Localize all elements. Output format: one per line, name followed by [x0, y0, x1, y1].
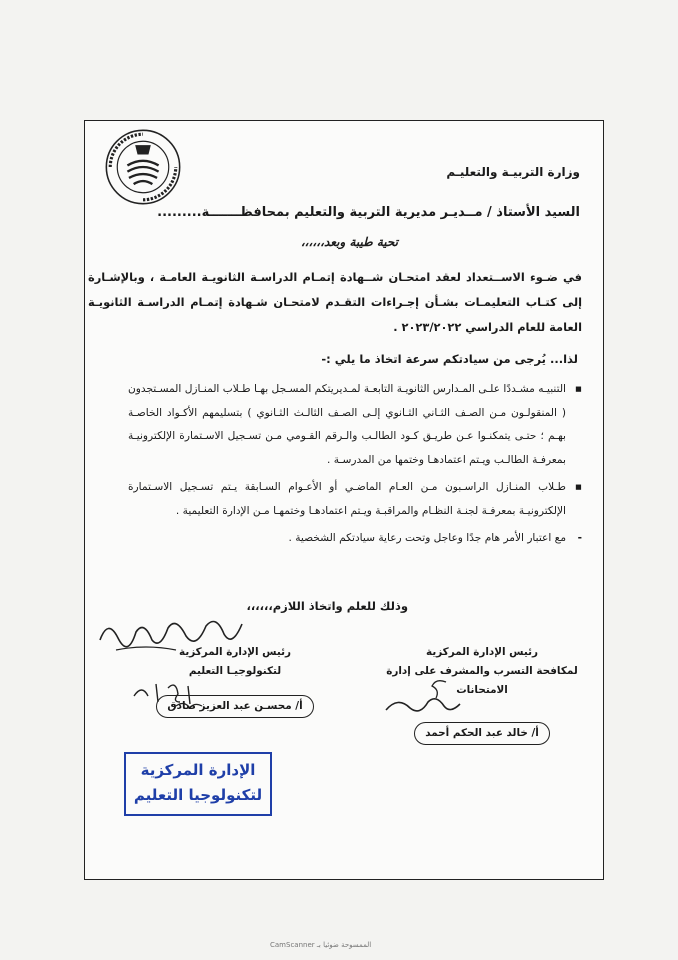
signature-department: لمكافحة التسرب والمشرف على إدارة الامتحانات [386, 665, 578, 696]
bullet-marker: ▪ [574, 481, 582, 493]
signature-title: رئيس الإدارة المركزية [426, 646, 538, 658]
scanner-watermark: CamScanner الممسوحة ضوئيا بـ [270, 941, 372, 949]
list-item [128, 476, 582, 523]
signature-department: لتكنولوجيـا التعليم [188, 665, 282, 677]
ministry-seal-logo [104, 128, 182, 206]
official-stamp [124, 752, 272, 816]
signature-title: رئيس الإدارة المركزية [179, 646, 291, 658]
bullet-marker: ▪ [574, 383, 582, 395]
list-item-text: طـلاب المنـازل الراسـبون مـن العـام الماضـي أو الأعـوام السـابقة يـتم تسـجيل الاسـتمارة الإلكترونيـة بمعرفـة لجنـة النظـام والمراقبـة ويـتم اعتمادهـا وختمهـا مـن الإدارة التعليمية . [128, 481, 566, 517]
list-item-text: التنبيـه مشـددًا علـى المـدارس الثانويـة التابعـة لمـديريتكم المسـجل بهـا طـلاب المنـازل المسـتجدون ( المنقولـون مـن الصـف الثـاني الثـانوي إلـى الصـف الثالـث الثـانوي ) بتسليمهم الأكـواد الخاصـة بهـم ؛ حتـى يتمكنـوا عـن طريـق كـود الطالـب والـرقم القـومي مـن تسـجيل الاسـتمارة الإلكترونيـة بمعرفـة الطالـب ويـتم اعتمادهـا وختمها من المدرسـة . [128, 383, 566, 466]
stamp-line-2: لتكنولوجيا التعليم [133, 786, 263, 804]
list-item-text: مع اعتبار الأمر هام جدًا وعاجل وتحت رعاية سيادتكم الشخصية . [288, 532, 566, 544]
signature-name: أ/ محسـن عبد العزيز صادق [156, 695, 313, 718]
list-item [128, 527, 582, 551]
signature-name: أ/ خالد عبد الحكم أحمد [414, 722, 550, 745]
instructions-list [128, 378, 582, 555]
signature-block-right [382, 643, 582, 745]
greeting: تحية طيبة وبعد،،،،،، [300, 235, 398, 249]
stamp-line-1: الإدارة المركزية [140, 761, 256, 779]
dash-marker: - [577, 532, 582, 544]
closing-line: وذلك للعلم واتخاذ اللازم،،،،،، [246, 599, 408, 613]
signature-block-left [150, 643, 320, 718]
intro-paragraph: في ضـوء الاســتعداد لعقد امتحـان شــهادة إتمـام الدراسـة الثانويـة العامـة ، وبالإشـارة إلى كتـاب التعليمـات بشـأن إجـراءات التقـدم لامتحـان شـهادة إتمـام الدراسـة الثانويـة العامة للعام الدراسي ٢٠٢٣/٢٠٢٢ . [88, 270, 582, 334]
request-lead: لذا... يُرجى من سيادتكم سرعة اتخاذ ما يلي :- [321, 352, 578, 366]
addressee-line: السيد الأستاذ / مــديـر مديرية التربية والتعليم بمحافظـــــــة......... [157, 205, 580, 220]
list-item [128, 378, 582, 472]
ministry-name: وزارة التربيـة والتعليـم [446, 165, 580, 179]
